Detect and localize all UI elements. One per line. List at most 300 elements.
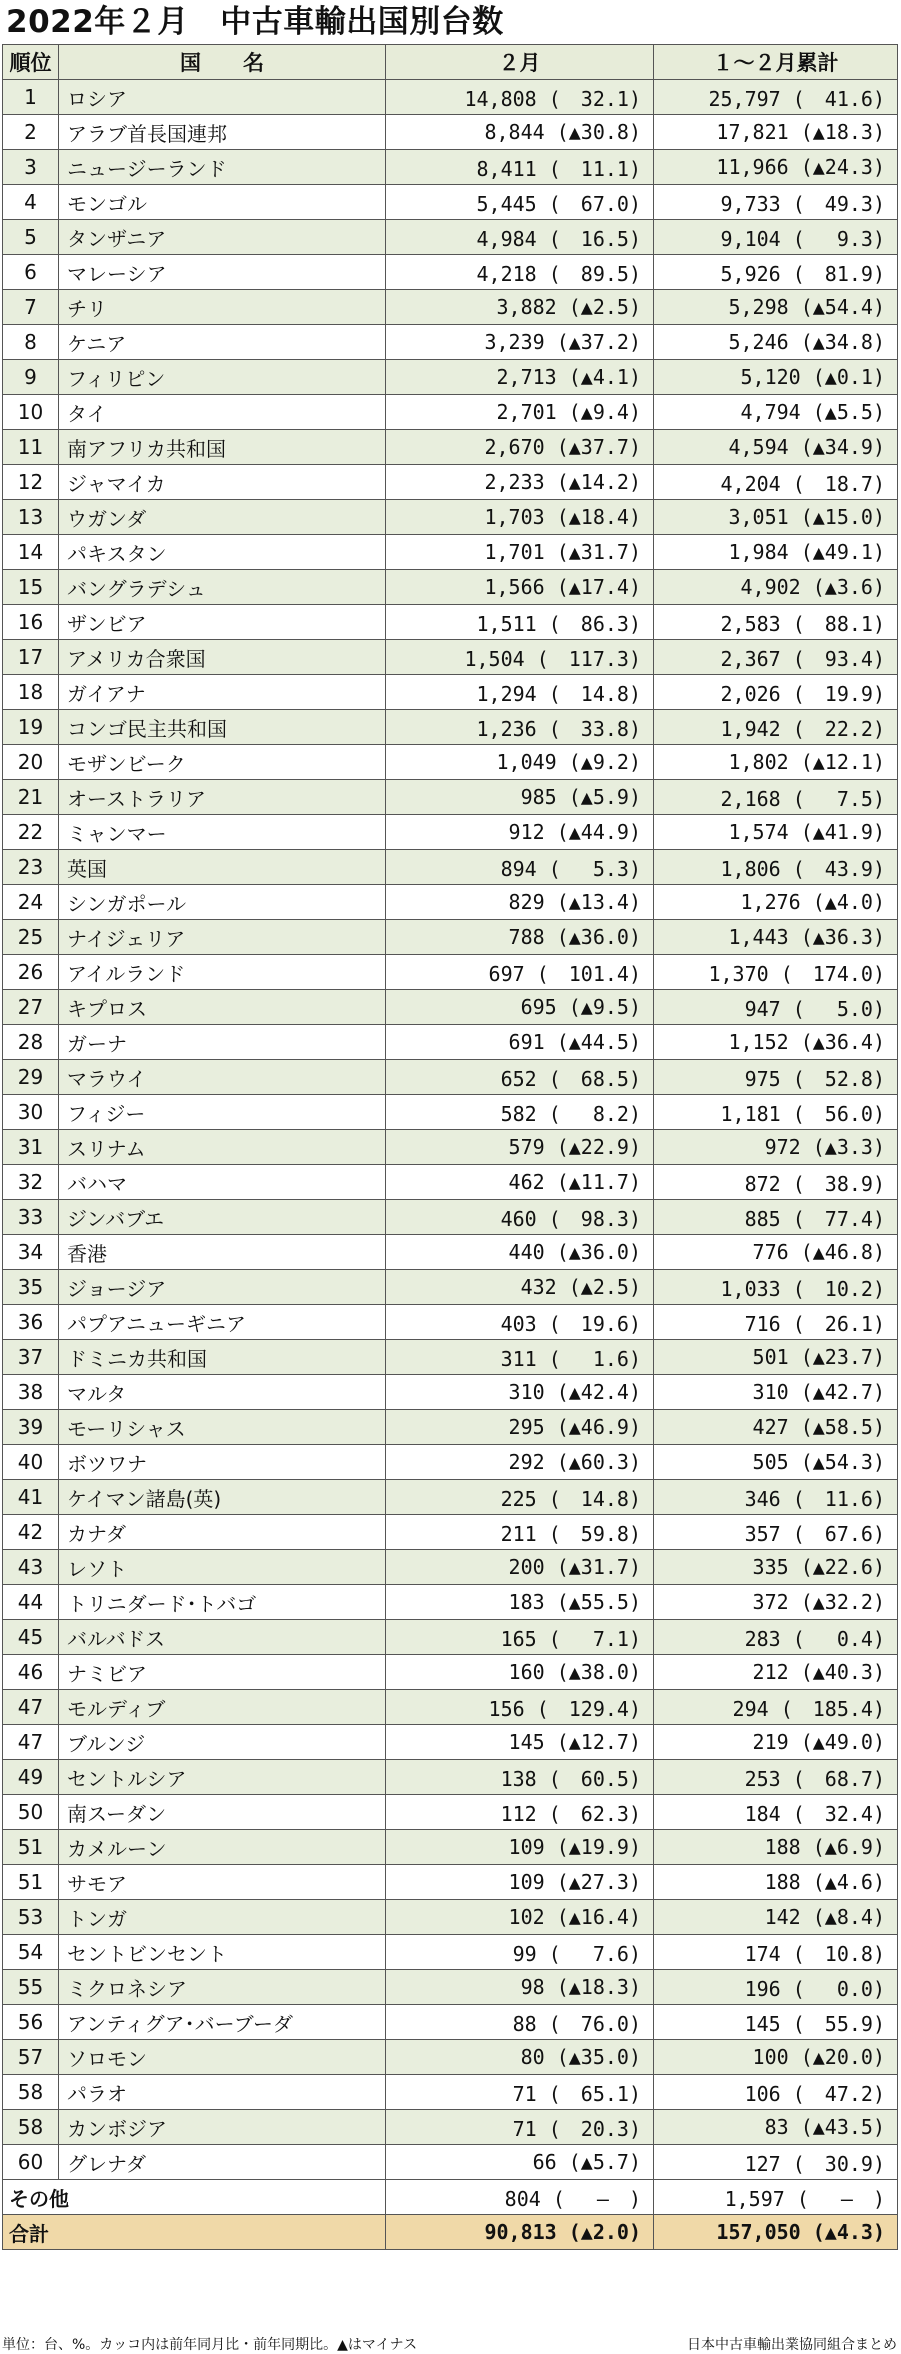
rank-cell: 11 xyxy=(3,430,59,465)
cumulative-cell: 100 (▲20.0) xyxy=(654,2040,898,2075)
country-cell: サモア xyxy=(59,1865,386,1900)
rank-cell: 13 xyxy=(3,500,59,535)
month-cell: 460 ( 98.3) xyxy=(386,1200,654,1235)
rank-cell: 26 xyxy=(3,955,59,990)
rank-cell: 47 xyxy=(3,1725,59,1760)
country-cell: アイルランド xyxy=(59,955,386,990)
month-cell: 4,984 ( 16.5) xyxy=(386,220,654,255)
month-cell: 403 ( 19.6) xyxy=(386,1305,654,1340)
cumulative-cell: 872 ( 38.9) xyxy=(654,1165,898,1200)
cumulative-cell: 294 ( 185.4) xyxy=(654,1690,898,1725)
table-header xyxy=(3,45,898,80)
cumulative-cell: 5,246 (▲34.8) xyxy=(654,325,898,360)
rank-cell: 57 xyxy=(3,2040,59,2075)
month-cell: 8,844 (▲30.8) xyxy=(386,115,654,150)
rank-cell: 28 xyxy=(3,1025,59,1060)
table-row xyxy=(3,1830,898,1865)
country-cell: ナミビア xyxy=(59,1655,386,1690)
table-row xyxy=(3,1970,898,2005)
rank-cell: 1 xyxy=(3,80,59,115)
table-row xyxy=(3,150,898,185)
cumulative-cell: 9,104 ( 9.3) xyxy=(654,220,898,255)
cumulative-cell: 357 ( 67.6) xyxy=(654,1515,898,1550)
month-cell: 225 ( 14.8) xyxy=(386,1480,654,1515)
rank-cell: 8 xyxy=(3,325,59,360)
rank-cell: 25 xyxy=(3,920,59,955)
table-row xyxy=(3,360,898,395)
month-cell: 183 (▲55.5) xyxy=(386,1585,654,1620)
country-cell: チリ xyxy=(59,290,386,325)
country-cell: ロシア xyxy=(59,80,386,115)
month-cell: 1,504 ( 117.3) xyxy=(386,640,654,675)
cumulative-cell: 975 ( 52.8) xyxy=(654,1060,898,1095)
month-cell: 311 ( 1.6) xyxy=(386,1340,654,1375)
month-cell: 156 ( 129.4) xyxy=(386,1690,654,1725)
country-cell: オーストラリア xyxy=(59,780,386,815)
cumulative-cell: 9,733 ( 49.3) xyxy=(654,185,898,220)
month-cell: 579 (▲22.9) xyxy=(386,1130,654,1165)
cumulative-cell: 2,583 ( 88.1) xyxy=(654,605,898,640)
country-cell: ミャンマー xyxy=(59,815,386,850)
table-row xyxy=(3,1305,898,1340)
cumulative-cell: 83 (▲43.5) xyxy=(654,2110,898,2145)
country-cell: パラオ xyxy=(59,2075,386,2110)
table-row xyxy=(3,1445,898,1480)
month-cell: 292 (▲60.3) xyxy=(386,1445,654,1480)
header-cumulative: １～２月累計 xyxy=(654,45,898,80)
rank-cell: 51 xyxy=(3,1830,59,1865)
rank-cell: 53 xyxy=(3,1900,59,1935)
country-cell: シンガポール xyxy=(59,885,386,920)
rank-cell: 50 xyxy=(3,1795,59,1830)
month-cell: 462 (▲11.7) xyxy=(386,1165,654,1200)
export-table xyxy=(2,44,898,2250)
month-cell: 80 (▲35.0) xyxy=(386,2040,654,2075)
table-row xyxy=(3,290,898,325)
month-cell: 165 ( 7.1) xyxy=(386,1620,654,1655)
month-cell: 1,236 ( 33.8) xyxy=(386,710,654,745)
rank-cell: 9 xyxy=(3,360,59,395)
other-label: その他 xyxy=(3,2180,386,2215)
cumulative-cell: 4,594 (▲34.9) xyxy=(654,430,898,465)
cumulative-cell: 5,120 (▲0.1) xyxy=(654,360,898,395)
table-row xyxy=(3,1095,898,1130)
table-row xyxy=(3,2005,898,2040)
country-cell: セントルシア xyxy=(59,1760,386,1795)
month-cell: 1,566 (▲17.4) xyxy=(386,570,654,605)
cumulative-cell: 145 ( 55.9) xyxy=(654,2005,898,2040)
country-cell: パプアニューギニア xyxy=(59,1305,386,1340)
country-cell: フィリピン xyxy=(59,360,386,395)
month-cell: 112 ( 62.3) xyxy=(386,1795,654,1830)
table-row xyxy=(3,115,898,150)
month-cell: 691 (▲44.5) xyxy=(386,1025,654,1060)
rank-cell: 60 xyxy=(3,2145,59,2180)
table-row xyxy=(3,815,898,850)
header-country: 国 名 xyxy=(59,45,386,80)
table-body xyxy=(3,80,898,2180)
country-cell: セントビンセント xyxy=(59,1935,386,1970)
total-cumulative: 157,050 (▲4.3) xyxy=(654,2215,898,2250)
cumulative-cell: 184 ( 32.4) xyxy=(654,1795,898,1830)
rank-cell: 56 xyxy=(3,2005,59,2040)
country-cell: ジンバブエ xyxy=(59,1200,386,1235)
rank-cell: 41 xyxy=(3,1480,59,1515)
cumulative-cell: 127 ( 30.9) xyxy=(654,2145,898,2180)
country-cell: カナダ xyxy=(59,1515,386,1550)
country-cell: ドミニカ共和国 xyxy=(59,1340,386,1375)
table-row xyxy=(3,465,898,500)
table-row xyxy=(3,1025,898,1060)
rank-cell: 18 xyxy=(3,675,59,710)
rank-cell: 44 xyxy=(3,1585,59,1620)
country-cell: レソト xyxy=(59,1550,386,1585)
table-row xyxy=(3,220,898,255)
country-cell: グレナダ xyxy=(59,2145,386,2180)
cumulative-cell: 212 (▲40.3) xyxy=(654,1655,898,1690)
table-row xyxy=(3,1935,898,1970)
country-cell: ガイアナ xyxy=(59,675,386,710)
country-cell: ザンビア xyxy=(59,605,386,640)
rank-cell: 6 xyxy=(3,255,59,290)
rank-cell: 58 xyxy=(3,2110,59,2145)
table-row xyxy=(3,990,898,1025)
month-cell: 14,808 ( 32.1) xyxy=(386,80,654,115)
table-row xyxy=(3,780,898,815)
table-row xyxy=(3,395,898,430)
country-cell: アンティグア･バーブーダ xyxy=(59,2005,386,2040)
country-cell: バハマ xyxy=(59,1165,386,1200)
rank-cell: 30 xyxy=(3,1095,59,1130)
month-cell: 160 (▲38.0) xyxy=(386,1655,654,1690)
cumulative-cell: 11,966 (▲24.3) xyxy=(654,150,898,185)
month-cell: 432 (▲2.5) xyxy=(386,1270,654,1305)
rank-cell: 54 xyxy=(3,1935,59,1970)
cumulative-cell: 1,806 ( 43.9) xyxy=(654,850,898,885)
cumulative-cell: 885 ( 77.4) xyxy=(654,1200,898,1235)
country-cell: ガーナ xyxy=(59,1025,386,1060)
country-cell: ナイジェリア xyxy=(59,920,386,955)
rank-cell: 55 xyxy=(3,1970,59,2005)
country-cell: キプロス xyxy=(59,990,386,1025)
rank-cell: 49 xyxy=(3,1760,59,1795)
table-row xyxy=(3,1620,898,1655)
month-cell: 2,233 (▲14.2) xyxy=(386,465,654,500)
cumulative-cell: 17,821 (▲18.3) xyxy=(654,115,898,150)
cumulative-cell: 2,168 ( 7.5) xyxy=(654,780,898,815)
cumulative-cell: 972 (▲3.3) xyxy=(654,1130,898,1165)
rank-cell: 34 xyxy=(3,1235,59,1270)
rank-cell: 29 xyxy=(3,1060,59,1095)
table-row xyxy=(3,1375,898,1410)
month-cell: 295 (▲46.9) xyxy=(386,1410,654,1445)
month-cell: 2,701 (▲9.4) xyxy=(386,395,654,430)
total-row xyxy=(3,2215,898,2250)
cumulative-cell: 1,181 ( 56.0) xyxy=(654,1095,898,1130)
country-cell: パキスタン xyxy=(59,535,386,570)
rank-cell: 38 xyxy=(3,1375,59,1410)
month-cell: 102 (▲16.4) xyxy=(386,1900,654,1935)
country-cell: アメリカ合衆国 xyxy=(59,640,386,675)
month-cell: 652 ( 68.5) xyxy=(386,1060,654,1095)
month-cell: 912 (▲44.9) xyxy=(386,815,654,850)
country-cell: スリナム xyxy=(59,1130,386,1165)
table-row xyxy=(3,850,898,885)
country-cell: ニュージーランド xyxy=(59,150,386,185)
cumulative-cell: 335 (▲22.6) xyxy=(654,1550,898,1585)
month-cell: 211 ( 59.8) xyxy=(386,1515,654,1550)
footnote: 単位：台、%。カッコ内は前年同月比・前年同期比。▲はマイナス xyxy=(2,2337,418,2353)
month-cell: 697 ( 101.4) xyxy=(386,955,654,990)
rank-cell: 42 xyxy=(3,1515,59,1550)
month-cell: 3,239 (▲37.2) xyxy=(386,325,654,360)
cumulative-cell: 2,367 ( 93.4) xyxy=(654,640,898,675)
rank-cell: 37 xyxy=(3,1340,59,1375)
cumulative-cell: 219 (▲49.0) xyxy=(654,1725,898,1760)
cumulative-cell: 1,443 (▲36.3) xyxy=(654,920,898,955)
month-cell: 985 (▲5.9) xyxy=(386,780,654,815)
rank-cell: 36 xyxy=(3,1305,59,1340)
rank-cell: 20 xyxy=(3,745,59,780)
month-cell: 8,411 ( 11.1) xyxy=(386,150,654,185)
table-row xyxy=(3,430,898,465)
cumulative-cell: 310 (▲42.7) xyxy=(654,1375,898,1410)
table-row xyxy=(3,605,898,640)
cumulative-cell: 188 (▲4.6) xyxy=(654,1865,898,1900)
country-cell: マラウイ xyxy=(59,1060,386,1095)
cumulative-cell: 4,204 ( 18.7) xyxy=(654,465,898,500)
table-row xyxy=(3,1060,898,1095)
month-cell: 109 (▲27.3) xyxy=(386,1865,654,1900)
header-month: ２月 xyxy=(386,45,654,80)
cumulative-cell: 2,026 ( 19.9) xyxy=(654,675,898,710)
table-row xyxy=(3,1200,898,1235)
month-cell: 788 (▲36.0) xyxy=(386,920,654,955)
cumulative-cell: 174 ( 10.8) xyxy=(654,1935,898,1970)
cumulative-cell: 947 ( 5.0) xyxy=(654,990,898,1025)
rank-cell: 32 xyxy=(3,1165,59,1200)
month-cell: 894 ( 5.3) xyxy=(386,850,654,885)
rank-cell: 17 xyxy=(3,640,59,675)
cumulative-cell: 25,797 ( 41.6) xyxy=(654,80,898,115)
total-label: 合計 xyxy=(3,2215,386,2250)
rank-cell: 40 xyxy=(3,1445,59,1480)
table-row xyxy=(3,710,898,745)
rank-cell: 7 xyxy=(3,290,59,325)
country-cell: モザンビーク xyxy=(59,745,386,780)
rank-cell: 31 xyxy=(3,1130,59,1165)
month-cell: 66 (▲5.7) xyxy=(386,2145,654,2180)
table-row xyxy=(3,675,898,710)
table-row xyxy=(3,255,898,290)
country-cell: ボツワナ xyxy=(59,1445,386,1480)
table-row xyxy=(3,1760,898,1795)
country-cell: ジョージア xyxy=(59,1270,386,1305)
country-cell: カメルーン xyxy=(59,1830,386,1865)
cumulative-cell: 1,152 (▲36.4) xyxy=(654,1025,898,1060)
country-cell: マルタ xyxy=(59,1375,386,1410)
header-rank: 順位 xyxy=(3,45,59,80)
country-cell: ジャマイカ xyxy=(59,465,386,500)
rank-cell: 10 xyxy=(3,395,59,430)
rank-cell: 15 xyxy=(3,570,59,605)
rank-cell: 45 xyxy=(3,1620,59,1655)
country-cell: バングラデシュ xyxy=(59,570,386,605)
table-row xyxy=(3,1480,898,1515)
table-row xyxy=(3,1865,898,1900)
table-row xyxy=(3,1655,898,1690)
country-cell: 英国 xyxy=(59,850,386,885)
month-cell: 2,670 (▲37.7) xyxy=(386,430,654,465)
month-cell: 1,049 (▲9.2) xyxy=(386,745,654,780)
rank-cell: 24 xyxy=(3,885,59,920)
table-row xyxy=(3,1165,898,1200)
rank-cell: 47 xyxy=(3,1690,59,1725)
cumulative-cell: 1,033 ( 10.2) xyxy=(654,1270,898,1305)
country-cell: アラブ首長国連邦 xyxy=(59,115,386,150)
country-cell: マレーシア xyxy=(59,255,386,290)
cumulative-cell: 106 ( 47.2) xyxy=(654,2075,898,2110)
table-row xyxy=(3,920,898,955)
table-row xyxy=(3,1550,898,1585)
rank-cell: 3 xyxy=(3,150,59,185)
table-row xyxy=(3,2110,898,2145)
country-cell: モンゴル xyxy=(59,185,386,220)
month-cell: 1,294 ( 14.8) xyxy=(386,675,654,710)
table-row xyxy=(3,1270,898,1305)
rank-cell: 51 xyxy=(3,1865,59,1900)
cumulative-cell: 1,942 ( 22.2) xyxy=(654,710,898,745)
country-cell: トンガ xyxy=(59,1900,386,1935)
rank-cell: 33 xyxy=(3,1200,59,1235)
page-title: 2022年２月 中古車輸出国別台数 xyxy=(6,4,504,40)
month-cell: 98 (▲18.3) xyxy=(386,1970,654,2005)
cumulative-cell: 1,574 (▲41.9) xyxy=(654,815,898,850)
rank-cell: 14 xyxy=(3,535,59,570)
cumulative-cell: 1,370 ( 174.0) xyxy=(654,955,898,990)
rank-cell: 2 xyxy=(3,115,59,150)
country-cell: 南スーダン xyxy=(59,1795,386,1830)
rank-cell: 43 xyxy=(3,1550,59,1585)
country-cell: 香港 xyxy=(59,1235,386,1270)
cumulative-cell: 4,794 (▲5.5) xyxy=(654,395,898,430)
cumulative-cell: 1,276 (▲4.0) xyxy=(654,885,898,920)
country-cell: カンボジア xyxy=(59,2110,386,2145)
table-row xyxy=(3,885,898,920)
rank-cell: 46 xyxy=(3,1655,59,1690)
cumulative-cell: 253 ( 68.7) xyxy=(654,1760,898,1795)
rank-cell: 5 xyxy=(3,220,59,255)
country-cell: ウガンダ xyxy=(59,500,386,535)
country-cell: バルバドス xyxy=(59,1620,386,1655)
table-row xyxy=(3,500,898,535)
table-row xyxy=(3,1900,898,1935)
rank-cell: 19 xyxy=(3,710,59,745)
table-row xyxy=(3,1130,898,1165)
country-cell: コンゴ民主共和国 xyxy=(59,710,386,745)
cumulative-cell: 283 ( 0.4) xyxy=(654,1620,898,1655)
month-cell: 582 ( 8.2) xyxy=(386,1095,654,1130)
table-row xyxy=(3,80,898,115)
month-cell: 695 (▲9.5) xyxy=(386,990,654,1025)
table-row xyxy=(3,1340,898,1375)
month-cell: 1,511 ( 86.3) xyxy=(386,605,654,640)
rank-cell: 21 xyxy=(3,780,59,815)
table-row xyxy=(3,1690,898,1725)
table-row xyxy=(3,1410,898,1445)
rank-cell: 27 xyxy=(3,990,59,1025)
table-row xyxy=(3,955,898,990)
table-row xyxy=(3,2145,898,2180)
month-cell: 440 (▲36.0) xyxy=(386,1235,654,1270)
cumulative-cell: 188 (▲6.9) xyxy=(654,1830,898,1865)
table-row xyxy=(3,1585,898,1620)
month-cell: 71 ( 20.3) xyxy=(386,2110,654,2145)
table-row xyxy=(3,640,898,675)
cumulative-cell: 427 (▲58.5) xyxy=(654,1410,898,1445)
rank-cell: 4 xyxy=(3,185,59,220)
cumulative-cell: 5,926 ( 81.9) xyxy=(654,255,898,290)
cumulative-cell: 372 (▲32.2) xyxy=(654,1585,898,1620)
country-cell: ケイマン諸島(英) xyxy=(59,1480,386,1515)
country-cell: フィジー xyxy=(59,1095,386,1130)
table-row xyxy=(3,1795,898,1830)
rank-cell: 35 xyxy=(3,1270,59,1305)
cumulative-cell: 346 ( 11.6) xyxy=(654,1480,898,1515)
country-cell: トリニダード･トバゴ xyxy=(59,1585,386,1620)
rank-cell: 39 xyxy=(3,1410,59,1445)
month-cell: 2,713 (▲4.1) xyxy=(386,360,654,395)
month-cell: 145 (▲12.7) xyxy=(386,1725,654,1760)
cumulative-cell: 1,984 (▲49.1) xyxy=(654,535,898,570)
table-row xyxy=(3,1725,898,1760)
month-cell: 5,445 ( 67.0) xyxy=(386,185,654,220)
month-cell: 99 ( 7.6) xyxy=(386,1935,654,1970)
month-cell: 200 (▲31.7) xyxy=(386,1550,654,1585)
rank-cell: 22 xyxy=(3,815,59,850)
table-footer xyxy=(3,2180,898,2250)
month-cell: 1,703 (▲18.4) xyxy=(386,500,654,535)
table-row xyxy=(3,325,898,360)
country-cell: タンザニア xyxy=(59,220,386,255)
country-cell: モーリシャス xyxy=(59,1410,386,1445)
table-row xyxy=(3,745,898,780)
table-row xyxy=(3,1515,898,1550)
cumulative-cell: 142 (▲8.4) xyxy=(654,1900,898,1935)
cumulative-cell: 1,802 (▲12.1) xyxy=(654,745,898,780)
table-row xyxy=(3,570,898,605)
cumulative-cell: 4,902 (▲3.6) xyxy=(654,570,898,605)
month-cell: 71 ( 65.1) xyxy=(386,2075,654,2110)
other-row xyxy=(3,2180,898,2215)
cumulative-cell: 776 (▲46.8) xyxy=(654,1235,898,1270)
total-month: 90,813 (▲2.0) xyxy=(386,2215,654,2250)
table-row xyxy=(3,535,898,570)
other-cumulative: 1,597 ( ― ) xyxy=(654,2180,898,2215)
month-cell: 88 ( 76.0) xyxy=(386,2005,654,2040)
cumulative-cell: 196 ( 0.0) xyxy=(654,1970,898,2005)
month-cell: 109 (▲19.9) xyxy=(386,1830,654,1865)
country-cell: ケニア xyxy=(59,325,386,360)
rank-cell: 12 xyxy=(3,465,59,500)
table-row xyxy=(3,2040,898,2075)
month-cell: 4,218 ( 89.5) xyxy=(386,255,654,290)
rank-cell: 16 xyxy=(3,605,59,640)
rank-cell: 58 xyxy=(3,2075,59,2110)
country-cell: ソロモン xyxy=(59,2040,386,2075)
month-cell: 310 (▲42.4) xyxy=(386,1375,654,1410)
table-row xyxy=(3,1235,898,1270)
